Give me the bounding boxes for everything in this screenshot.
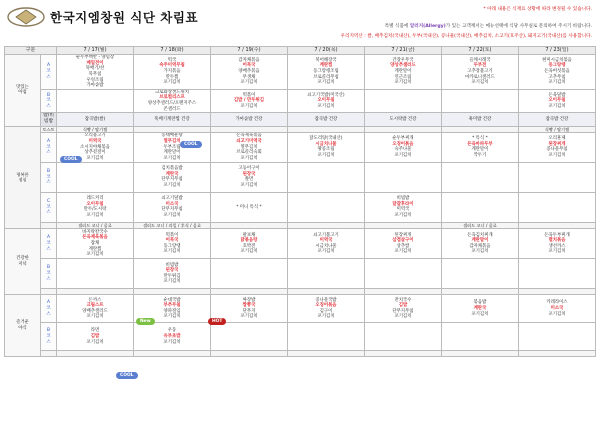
menu-cell <box>518 323 595 351</box>
rice-cell: 잡곡밥 건강 <box>287 113 364 126</box>
menu-cell: 돈육김치찌개 계란말이 감자채볶음 포기김치 <box>441 229 518 259</box>
menu-cell: 순두부찌개 오징어볶음 숙주나물 포기김치 <box>364 132 441 162</box>
cool-badge: COOL <box>180 141 202 148</box>
menu-table <box>4 46 596 357</box>
rice-row <box>5 113 596 126</box>
hot-badge: HOT <box>208 318 226 325</box>
meal-label: 맛있는 아침 <box>5 55 41 127</box>
meal-label: 행복한 점심 <box>5 126 41 229</box>
menu-cell: 고등어구이 된장국 쫄면 포기김치 <box>210 162 287 192</box>
course-row <box>5 192 596 222</box>
allergy-notice: 특별 식품에 알러지(Allergy)가 있는 고객께서는 메뉴선택에 식당 사무실로 문의하여 주시기 바랍니다. <box>384 24 592 29</box>
cool-badge: COOL <box>116 372 138 379</box>
course-row <box>5 162 596 192</box>
topping-cell: 식빵 / 딸기잼 <box>57 126 134 132</box>
menu-cell: * 미니 특식 * <box>210 192 287 222</box>
menu-cell: 된장찌개 삼겹살구이 상추쌈 포기김치 <box>364 229 441 259</box>
menu-cell <box>210 259 287 289</box>
rice-cell: 뚝배기계란찜 건강 <box>134 113 211 126</box>
course-code: A 코 스 <box>41 55 57 90</box>
menu-cell: 레드커리 오이무침 만두/도시락 포기김치 <box>57 192 134 222</box>
new-badge: New <box>136 318 155 325</box>
company-logo-icon <box>6 6 46 28</box>
menu-cell: 닭도리탕(국내산) 시금치나물 땅콩조림 포기김치 <box>287 132 364 162</box>
menu-cell: 크로와상샌드위치 브로컬리스프 양상추샐러드/오렌지주스 콘샐러드 <box>134 89 211 113</box>
day-header-row <box>5 47 596 55</box>
menu-cell: 돈육두부찌개 멸치볶음 생선까스 포기김치 <box>518 229 595 259</box>
course-code: B 코 스 <box>41 323 57 351</box>
menu-cell: 쇠고기덮밥 미소국 단무지무침 포기김치 <box>134 192 211 222</box>
course-row <box>5 295 596 323</box>
menu-cell <box>441 259 518 289</box>
menu-cell <box>287 162 364 192</box>
menu-cell: 돈육덮밥 오이무침 포기김치 <box>518 89 595 113</box>
menu-cell <box>364 89 441 113</box>
course-code: A 코 스 <box>41 295 57 323</box>
salad-bar-cell <box>41 351 57 357</box>
salad-bar-cell: 샐러드 코너 / 음료 <box>441 222 518 228</box>
salad-bar-cell <box>287 351 364 357</box>
salad-bar-cell: 샐러드 코너 / 과일 / 후식 / 음료 <box>134 222 211 228</box>
menu-cell: 비빔밥 된장국 만두튀김 포기김치 <box>134 259 211 289</box>
menu-cell: 팔보채 닭볶음탕 호박전 포기김치 <box>210 229 287 259</box>
course-row <box>5 55 596 90</box>
rice-cell: 가마솥밥 건강 <box>210 113 287 126</box>
origin-notice: 우리지역산 : 쌀, 배추김치(국내산), 두부(국내산), 콩나물(국내산), 배추김치, 소고기(호주산), 돼지고기(국내산)를 사용합니다. <box>340 34 592 39</box>
day-header: 7 / 23(일) <box>518 47 595 55</box>
menu-cell <box>210 323 287 351</box>
menu-cell: 떡볶이 김밥 / 만두튀김 포기김치 <box>210 89 287 113</box>
page-title: 한국지엠창원 식단 차림표 <box>50 10 199 25</box>
course-code: B 코 스 <box>41 162 57 192</box>
menu-cell: 카레라이스 미소국 포기김치 <box>518 295 595 323</box>
salad-bar-cell <box>210 351 287 357</box>
menu-cell: 순대국밥 부추무침 양파절임 포기김치 <box>134 295 211 323</box>
menu-cell: 라면 김밥 포기김치 <box>57 323 134 351</box>
menu-cell <box>287 323 364 351</box>
menu-cell: 돈육제육볶음 쇠고기미역국 열무김치 브로콜리숙회 포기김치 <box>210 132 287 162</box>
rice-cell: 잡곡밥(쌀) <box>57 113 134 126</box>
menu-cell: 들깨시래국 두부전 고추장불고기 마카로니샐러드 포기김치 <box>441 55 518 90</box>
menu-cell <box>57 259 134 289</box>
menu-cell: 비빔밥 달걀후라이 미역국 포기김치 <box>364 192 441 222</box>
menu-cell: 우동 유부초밥 포기김치 <box>134 323 211 351</box>
menu-cell <box>57 162 134 192</box>
menu-cell: 오리훈제 된장찌개 콩나물무침 포기김치 <box>518 132 595 162</box>
course-row <box>5 132 596 162</box>
salad-bar-cell <box>364 351 441 357</box>
menu-cell: 현미시금치볶음 동그랑땡 돈육버섯볶음 고추무침 포기김치 <box>518 55 595 90</box>
menu-cell <box>441 162 518 192</box>
menu-cell: 동태매운탕 열무김치 두부조림 계란말이 포기김치 <box>134 132 211 162</box>
menu-cell <box>518 259 595 289</box>
menu-cell: 떡국 숙주미역무침 가지볶음 만두찜 포기김치 <box>134 55 211 90</box>
menu-cell: * 특식 * 돈육마파두부 계란말이 깍두기 <box>441 132 518 162</box>
course-code: B 코 스 <box>41 89 57 113</box>
meal-label: 건강한 저녁 <box>5 229 41 295</box>
corner-header: 구분 <box>5 47 57 55</box>
rice-label: 밥/비빔밥 <box>41 113 57 126</box>
course-row <box>5 89 596 113</box>
menu-cell <box>57 89 134 113</box>
menu-cell: 잔치국수 김밥 단무지무침 포기김치 <box>364 295 441 323</box>
day-header: 7 / 22(토) <box>441 47 518 55</box>
menu-cell: 떡볶이 어묵국 동그랑땡 포기김치 <box>134 229 211 259</box>
menu-cell <box>518 192 595 222</box>
menu-cell: 돈까스 크림스프 양배추샐러드 포기김치 <box>57 295 134 323</box>
rice-cell: 잡곡밥 건강 <box>518 113 595 126</box>
course-row <box>5 229 596 259</box>
menu-cell <box>364 162 441 192</box>
course-row <box>5 259 596 289</box>
topping-label: 토스트 <box>42 126 55 132</box>
day-header: 7 / 17(월) <box>57 47 134 55</box>
menu-cell <box>518 162 595 192</box>
rice-cell: 도시락밥 건강 <box>364 113 441 126</box>
day-header: 7 / 18(화) <box>134 47 211 55</box>
course-row <box>5 323 596 351</box>
header <box>0 0 600 46</box>
menu-cell <box>287 192 364 222</box>
menu-cell: 순두부백반 - 양념장 메밀전이 뚝배기/찬 묵무침 우엉조림 가마솥밥 <box>57 55 134 90</box>
meal-label: 즐거운 야식 <box>5 295 41 357</box>
menu-cell: 짜장밥 짬뽕국 단무지 포기김치 <box>210 295 287 323</box>
salad-bar-cell <box>134 351 211 357</box>
menu-cell: 간장우무국 양상추샐러드 계란말이 연근조림 포기김치 <box>364 55 441 90</box>
menu-cell <box>441 323 518 351</box>
course-code: A 코 스 <box>41 132 57 162</box>
day-header: 7 / 19(수) <box>210 47 287 55</box>
salad-bar-cell <box>441 351 518 357</box>
menu-cell: 감자채볶음 어묵국 양배추볶음 무생채 포기김치 <box>210 55 287 90</box>
salad-bar-cell <box>518 351 595 357</box>
course-code: B 코 스 <box>41 259 57 289</box>
rice-cell: 흑미밥 건강 <box>441 113 518 126</box>
menu-cell <box>364 323 441 351</box>
menu-cell: 김치볶음밥 계란국 단무지무침 포기김치 <box>134 162 211 192</box>
menu-cell <box>441 192 518 222</box>
cool-badge: COOL <box>60 156 82 163</box>
menu-cell: 북어해장국 계란찜 동그랑땡조림 브로콜리무침 포기김치 <box>287 55 364 90</box>
course-code: C 코 스 <box>41 192 57 222</box>
topping-cell: 식빵 / 딸기잼 <box>518 126 595 132</box>
menu-cell <box>441 89 518 113</box>
menu-cell: 바지락칼국수 돈육제육볶음 잡채 계란찜 포기김치 <box>57 229 134 259</box>
menu-cell <box>287 259 364 289</box>
menu-cell <box>364 259 441 289</box>
salad-bar-row <box>5 351 596 357</box>
salad-bar-cell: 샐러드 코너 / 음료 <box>57 222 134 228</box>
menu-cell: 쇠고기불고기 미역국 시금치나물 포기김치 <box>287 229 364 259</box>
menu-body <box>5 55 596 357</box>
menu-cell: 오리불고기 미역국 소시지야채볶음 상추겉절이 포기김치 <box>57 132 134 162</box>
day-header: 7 / 21(금) <box>364 47 441 55</box>
menu-cell: 쇠고기국밥(미국산) 오이무침 포기김치 <box>287 89 364 113</box>
menu-cell: 콩나물국밥 오징어볶음 김구이 포기김치 <box>287 295 364 323</box>
course-code: A 코 스 <box>41 229 57 259</box>
change-notice: * 아래 내용은 식재료 상황에 따라 변경될 수 있습니다. <box>483 7 592 12</box>
menu-cell: 볶음밥 계란국 포기김치 <box>441 295 518 323</box>
day-header: 7 / 20(목) <box>287 47 364 55</box>
salad-bar-cell <box>57 351 134 357</box>
